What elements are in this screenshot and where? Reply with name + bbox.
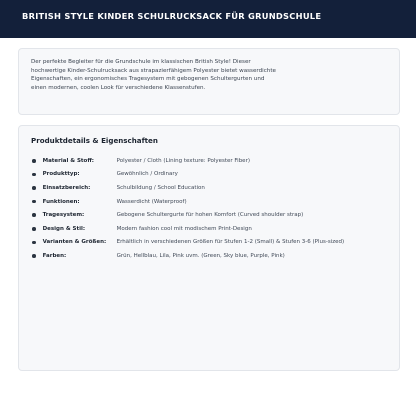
spec-item-functions (31, 195, 387, 209)
spec-value: Schulbildung / School Education (116, 184, 205, 191)
spec-item-design (31, 222, 387, 236)
spec-item-usage (31, 181, 387, 195)
spec-item-variants (31, 236, 387, 250)
spec-item-product-type (31, 168, 387, 182)
page-title: BRITISH STYLE KINDER SCHULRUCKSACK FÜR GRUNDSCHULE (22, 11, 322, 21)
spec-label: Design & Stil: (42, 225, 86, 232)
bullet-icon (32, 241, 36, 245)
spec-label: Farben: (42, 252, 67, 259)
intro-text: Der perfekte Begleiter für die Grundschule im klassischen British Style! Dieser hochwertige Kinder-Schulrucksack aus strapazierfähigem Polyester bietet wasserdichte Eigenschaften, ein ergonomisches Tragesystem mit gebogenen Schultergurten und einen modernen, coolen Look für verschiedene Klassenstufen. (31, 59, 276, 91)
intro-card (18, 48, 400, 115)
bullet-icon (32, 254, 36, 258)
spec-value: Gebogene Schultergurte für hohen Komfort (Curved shoulder strap) (116, 212, 304, 219)
spec-value: Gewöhnlich / Ordinary (116, 171, 178, 178)
spec-label: Funktionen: (42, 198, 80, 205)
spec-label: Produkttyp: (42, 171, 80, 178)
spec-label: Material & Stoff: (42, 157, 94, 164)
spec-item-carrying-system (31, 208, 387, 222)
bullet-icon (32, 186, 36, 190)
spec-value: Modern fashion cool mit modischem Print-Design (116, 225, 252, 232)
bullet-icon (32, 173, 36, 177)
spec-label: Varianten & Größen: (42, 239, 107, 246)
bullet-icon (32, 227, 36, 231)
spec-item-material (31, 154, 387, 168)
spec-value: Grün, Hellblau, Lila, Pink uvm. (Green, Sky blue, Purple, Pink) (116, 252, 285, 259)
spec-value: Wasserdicht (Waterproof) (116, 198, 187, 205)
bullet-icon (32, 213, 36, 217)
details-heading: Produktdetails & Eigenschaften (31, 136, 158, 145)
page-header (0, 0, 416, 38)
spec-label: Tragesystem: (42, 212, 85, 219)
details-card (18, 125, 400, 371)
spec-item-colors (31, 249, 387, 263)
spec-value: Erhältlich in verschiedenen Größen für Stufen 1-2 (Small) & Stufen 3-6 (Plus-sized) (116, 239, 345, 246)
spec-list (31, 154, 387, 263)
bullet-icon (32, 159, 36, 163)
bullet-icon (32, 200, 36, 204)
spec-label: Einsatzbereich: (42, 184, 91, 191)
spec-value: Polyester / Cloth (Lining texture: Polyester Fiber) (116, 157, 250, 164)
